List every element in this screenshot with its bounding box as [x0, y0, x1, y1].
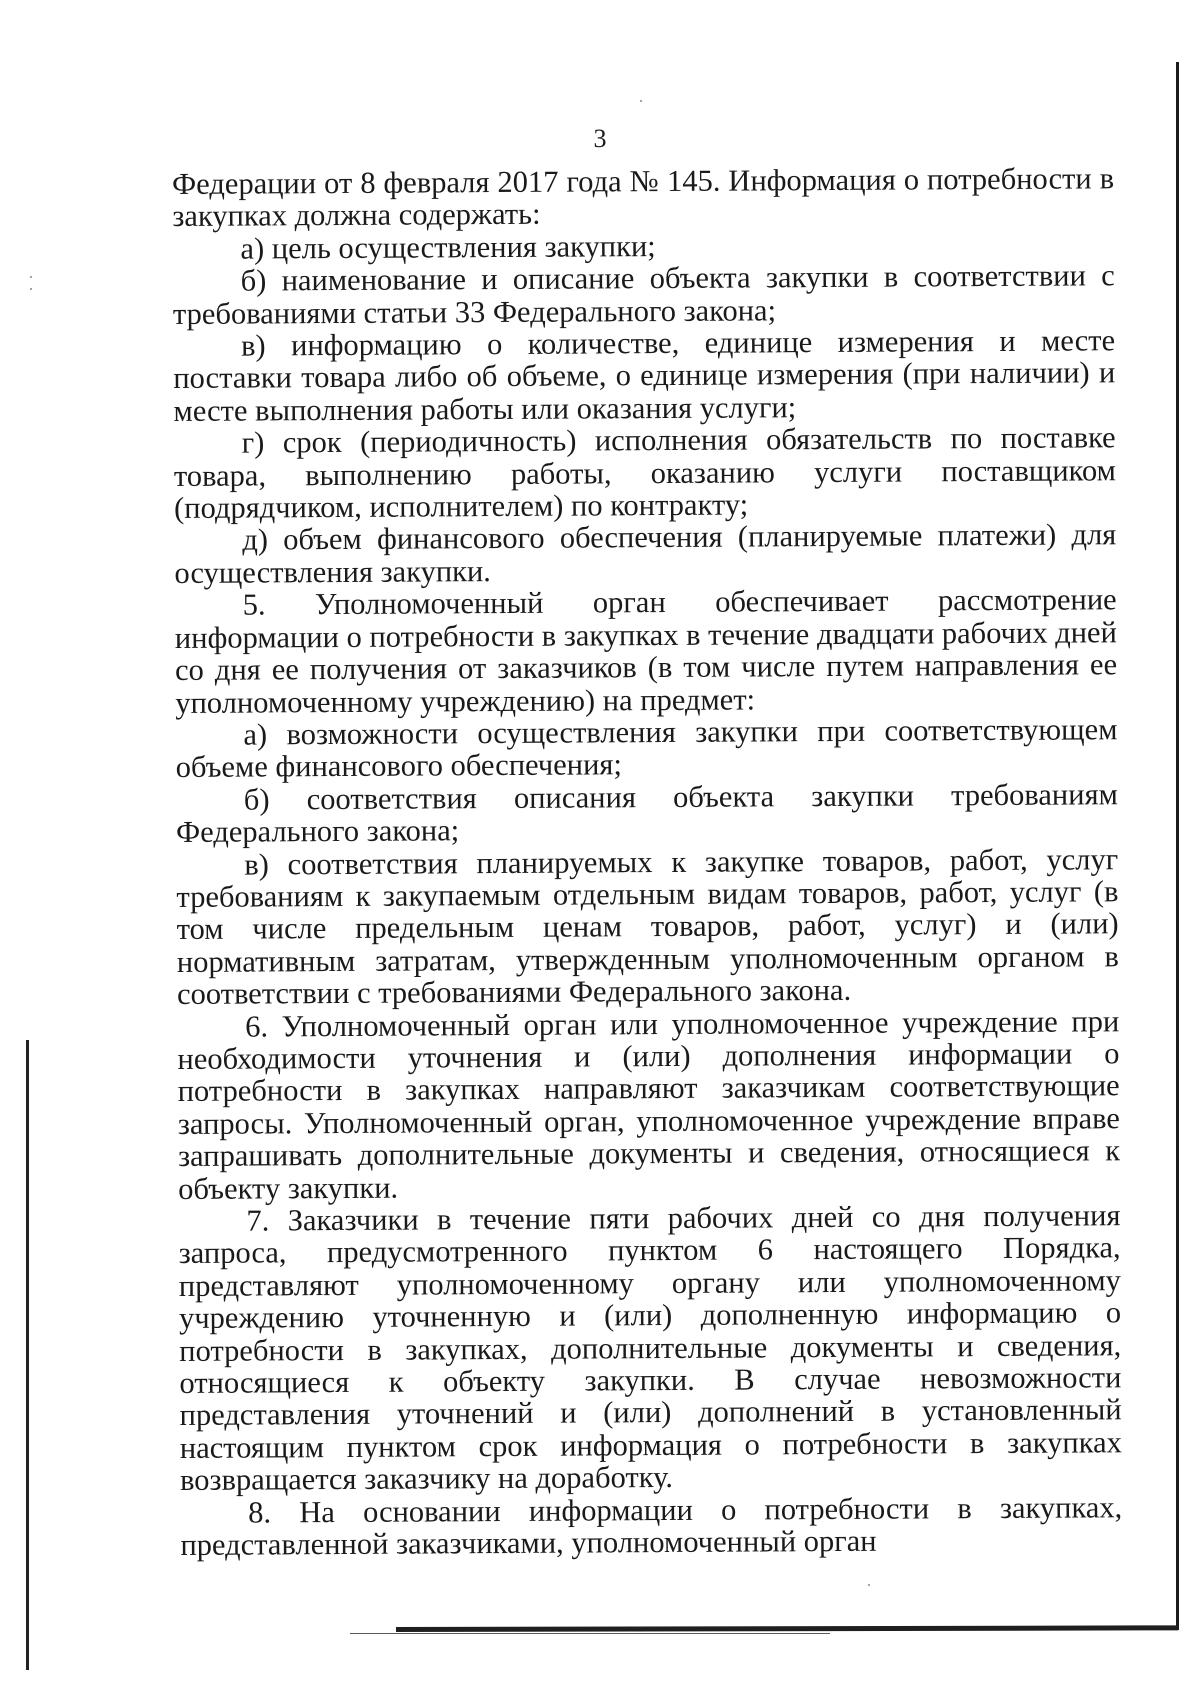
- document-body: [172, 162, 1122, 1561]
- list-item-b: б) наименование и описание объекта закупки в соответствии с требованиями статьи 33 Федерального закона;: [172, 258, 1115, 331]
- paragraph-6: 6. Уполномоченный орган или уполномоченное учреждение при необходимости уточнения и (или) дополнения информации о потребности в закупках направляют заказчикам соответствующие запросы. Уполномоченный орган, уполномоченное учреждение вправе запрашивать дополнительные документы и сведения, относящиеся к объекту закупки.: [177, 1003, 1121, 1206]
- page-number: 3: [593, 124, 607, 153]
- scan-edge-left: [26, 1040, 29, 1670]
- paragraph-5: 5. Уполномоченный орган обеспечивает рассмотрение информации о потребности в закупках в течение двадцати рабочих дней со дня ее получения от заказчиков (в том числе путем направления ее уполномоченному учреждению) на предмет:: [174, 582, 1118, 720]
- scan-edge-bottom-thin: [350, 1633, 830, 1634]
- list-item-g: г) срок (периодичность) исполнения обязательств по поставке товара, выполнению работы, оказанию услуги поставщиком (подрядчиком, исполнителем) по контракту;: [173, 420, 1116, 526]
- scan-edge-right: [1176, 62, 1179, 1630]
- paragraph-5-item-a: а) возможности осуществления закупки при соответствующем объеме финансового обеспечения;: [175, 712, 1118, 785]
- paragraph-5-item-b: б) соответствия описания объекта закупки требованиям Федерального закона;: [175, 776, 1118, 850]
- scan-speck: [640, 100, 642, 102]
- scan-speck: [30, 288, 32, 290]
- list-item-v: в) информацию о количестве, единице измерения и месте поставки товара либо об объеме, о единице измерения (при наличии) и месте выполнения работы или оказания услуги;: [173, 323, 1116, 428]
- scan-speck: [30, 276, 32, 278]
- paragraph-8: 8. На основании информации о потребности в закупках, представленной заказчиками, уполномоченный орган: [180, 1489, 1123, 1563]
- paragraph-continuation: Федерации от 8 февраля 2017 года № 145. Информация о потребности в закупках должна содержать:: [171, 161, 1115, 234]
- list-item-a: а) цель осуществления закупки;: [240, 228, 656, 266]
- paragraph-5-item-v: в) соответствия планируемых к закупке товаров, работ, услуг требованиям к закупаемым отдельным видам товаров, работ, услуг (в том числе предельным ценам товаров, работ, услуг) и (или) нормативным затратам, утвержденным уполномоченным органом в соответствии с требованиями Федерального закона.: [176, 841, 1119, 1012]
- paragraph-7: 7. Заказчики в течение пяти рабочих дней со дня получения запроса, предусмотренного пунктом 6 настоящего Порядка, представляют уполномоченному органу или уполномоченному учреждению уточненную и (или) дополненную информацию о потребности в закупках, дополнительные документы и сведения, относящиеся к объекту закупки. В случае невозможности представления уточнений и (или) дополнений в установленный настоящим пунктом срок информация о потребности в закупках возвращается заказчику на доработку.: [178, 1198, 1122, 1498]
- scan-edge-bottom: [396, 1625, 1178, 1632]
- list-item-d: д) объем финансового обеспечения (планируемые платежи) для осуществления закупки.: [174, 517, 1117, 590]
- scan-speck: [868, 1584, 870, 1586]
